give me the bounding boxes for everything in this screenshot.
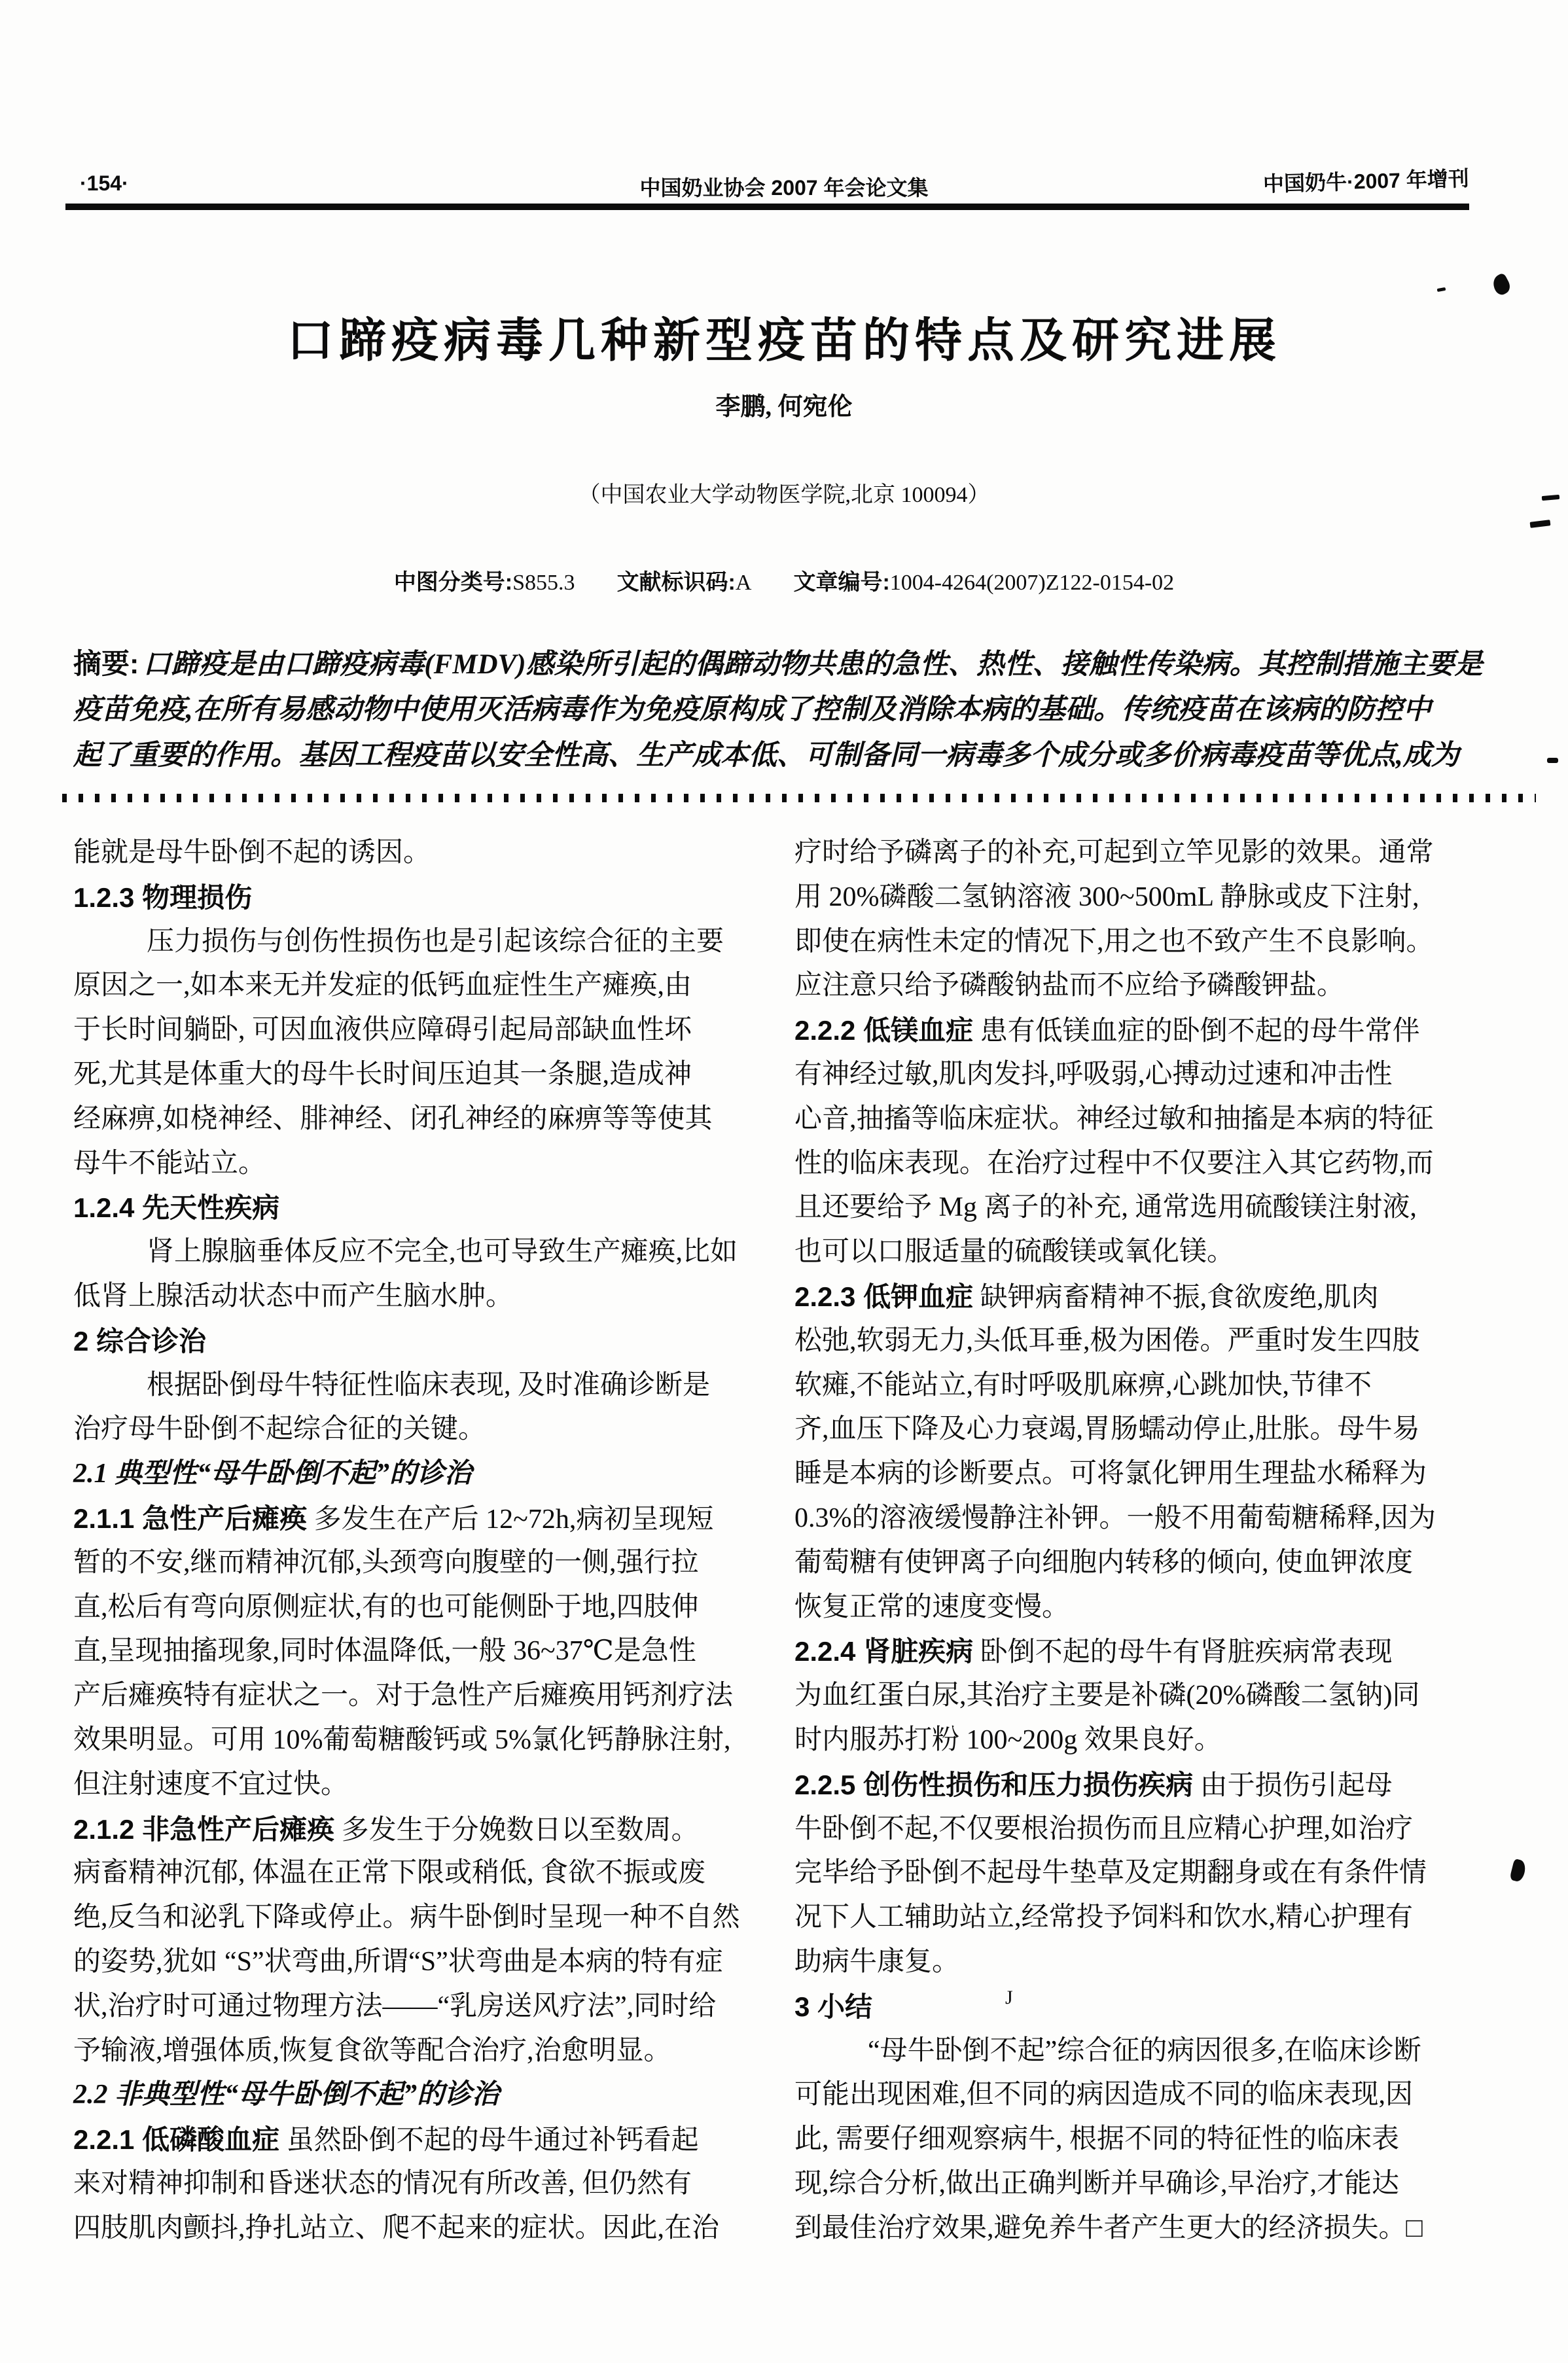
line-text: 性的临床表现。在治疗过程中不仅要注入其它药物,而 xyxy=(794,1148,1434,1179)
body-line xyxy=(794,1674,1529,1718)
line-text: 于长时间躺卧, 可因血液供应障碍引起局部缺血性坏 xyxy=(73,1015,692,1046)
body-line xyxy=(73,1408,780,1452)
line-text: 直,松后有弯向原侧症状,有的也可能侧卧于地,四肢伸 xyxy=(73,1591,699,1622)
body-line xyxy=(794,1851,1529,1896)
run-in-heading: 1.2.4 先天性疾病 xyxy=(73,1192,280,1224)
body-line xyxy=(794,831,1529,876)
article-id-value: 1004-4264(2007)Z122-0154-02 xyxy=(889,571,1175,595)
abstract-line: 疫苗免疫,在所有易感动物中使用灭活病毒作为免疫原构成了控制及消除本病的基础。传统疫苗在该病的防控中 xyxy=(73,694,1431,725)
body-line xyxy=(794,1807,1529,1852)
line-text: 四肢肌肉颤抖,挣扎站立、爬不起来的症状。因此,在治 xyxy=(73,2212,720,2243)
line-text: 能就是母牛卧倒不起的诱因。 xyxy=(73,838,431,868)
section-heading xyxy=(73,1186,780,1230)
line-text: 病畜精神沉郁, 体温在正常下限或稍低, 食欲不振或废 xyxy=(73,1858,706,1889)
body-line xyxy=(794,1408,1529,1452)
scan-artifact xyxy=(1489,272,1512,297)
authors: 李鹏, 何宛伦 xyxy=(715,393,853,421)
body-line xyxy=(794,1230,1529,1275)
line-text: 为血红蛋白尿,其治疗主要是补磷(20%磷酸二氢钠)同 xyxy=(794,1680,1420,1711)
header-rule xyxy=(65,204,1469,210)
line-text: 低肾上腺活动状态中而产生脑水肿。 xyxy=(73,1281,514,1311)
body-line xyxy=(73,1807,780,1852)
line-text: 但注射速度不宜过快。 xyxy=(73,1769,349,1800)
body-line xyxy=(73,1586,780,1630)
run-in-heading: 2.1.2 非急性产后瘫痪 xyxy=(73,1813,335,1845)
run-in-heading: 2.2.4 肾脏疾病 xyxy=(794,1636,974,1667)
body-line xyxy=(73,831,780,876)
body-line xyxy=(73,1364,780,1408)
body-line xyxy=(73,1541,780,1586)
section-heading xyxy=(794,1985,1529,2029)
body-line xyxy=(73,2207,780,2251)
run-in-heading: 2 综合诊治 xyxy=(73,1325,207,1357)
body-line xyxy=(794,1586,1529,1630)
scan-artifact xyxy=(1547,758,1558,763)
abstract-text: 口蹄疫是由口蹄疫病毒(FMDV)感染所引起的偶蹄动物共患的急性、热性、接触性传染病。其控制措施主要是 xyxy=(143,649,1483,680)
run-in-heading: 2.2.3 低钾血症 xyxy=(794,1281,974,1312)
body-line xyxy=(73,1763,780,1807)
line-text: 治疗母牛卧倒不起综合征的关键。 xyxy=(73,1414,486,1445)
line-text: 也可以口服适量的硫酸镁或氧化镁。 xyxy=(794,1237,1235,1268)
line-text: 软瘫,不能站立,有时呼吸肌麻痹,心跳加快,节律不 xyxy=(794,1370,1372,1400)
body-line xyxy=(794,1629,1529,1674)
abstract-label: 摘要: xyxy=(73,648,139,680)
line-text: 虽然卧倒不起的母牛通过补钙看起 xyxy=(279,2125,699,2156)
body-line xyxy=(794,1364,1529,1408)
line-text: 应注意只给予磷酸钠盐而不应给予磷酸钾盐。 xyxy=(794,970,1345,1001)
line-text: 产后瘫痪特有症状之一。对于急性产后瘫痪用钙剂疗法 xyxy=(73,1680,734,1711)
line-text: 时内服苏打粉 100~200g 效果良好。 xyxy=(794,1724,1222,1755)
line-text: 压力损伤与创伤性损伤也是引起该综合征的主要 xyxy=(147,926,724,957)
doc-code-label: 文献标识码: xyxy=(616,570,736,595)
line-text: 完毕给予卧倒不起母牛垫草及定期翻身或在有条件情 xyxy=(794,1858,1427,1889)
line-text: 疗时给予磷离子的补充,可起到立竿见影的效果。通常 xyxy=(794,838,1434,868)
article-title: 口蹄疫病毒几种新型疫苗的特点及研究进展 xyxy=(286,315,1281,368)
article-id-label: 文章编号: xyxy=(793,570,890,595)
section-heading xyxy=(73,2073,780,2118)
line-text: 死,尤其是体重大的母牛长时间压迫其一条腿,造成神 xyxy=(73,1059,692,1090)
body-line xyxy=(73,1718,780,1763)
section-heading xyxy=(73,1319,780,1364)
body-line xyxy=(794,1763,1529,1807)
line-text: 可能出现困难,但不同的病因造成不同的临床表现,因 xyxy=(794,2080,1414,2110)
line-text: 直,呈现抽搐现象,同时体温降低,一般 36~37℃是急性 xyxy=(73,1636,696,1667)
body-line xyxy=(73,1940,780,1985)
line-text: 来对精神抑制和昏迷状态的情况有所改善, 但仍然有 xyxy=(73,2168,692,2199)
body-line xyxy=(73,1985,780,2029)
scan-artifact xyxy=(1437,287,1446,292)
line-text: 此, 需要仔细观察病牛, 根据不同的特征性的临床表 xyxy=(794,2124,1400,2155)
line-text: 根据卧倒母牛特征性临床表现, 及时准确诊断是 xyxy=(147,1370,711,1400)
line-text: 牛卧倒不起,不仅要根治损伤而且应精心护理,如治疗 xyxy=(794,1813,1414,1844)
line-text: 绝,反刍和泌乳下降或停止。病牛卧倒时呈现一种不自然 xyxy=(73,1902,740,1933)
body-line xyxy=(73,1053,780,1097)
body-line xyxy=(794,2118,1529,2162)
line-text: 患有低镁血症的卧倒不起的母牛常伴 xyxy=(973,1016,1420,1047)
run-in-heading: 2.1.1 急性产后瘫痪 xyxy=(73,1502,308,1534)
body-line xyxy=(73,1008,780,1053)
line-text: 心音,抽搐等临床症状。神经过敏和抽搐是本病的特征 xyxy=(794,1103,1434,1134)
header-right: 中国奶牛·2007 年增刊 xyxy=(1262,166,1470,196)
line-text: 肾上腺脑垂体反应不完全,也可导致生产瘫痪,比如 xyxy=(147,1237,738,1268)
line-text: 恢复正常的速度变慢。 xyxy=(794,1591,1070,1622)
body-line xyxy=(794,1275,1529,1319)
body-line xyxy=(73,1497,780,1541)
run-in-heading: 2.2.5 创伤性损伤和压力损伤疾病 xyxy=(794,1769,1194,1800)
body-line xyxy=(73,1629,780,1674)
body-line xyxy=(73,1851,780,1896)
scan-artifact xyxy=(1530,520,1551,528)
body-line xyxy=(73,964,780,1008)
body-line xyxy=(794,1452,1529,1497)
body-line xyxy=(794,1186,1529,1230)
line-text: 用 20%磷酸二氢钠溶液 300~500mL 静脉或皮下注射, xyxy=(794,881,1419,912)
meta-line xyxy=(0,564,1568,596)
line-text: 经麻痹,如桡神经、腓神经、闭孔神经的麻痹等等使其 xyxy=(73,1103,713,1134)
line-text: 状,治疗时可通过物理方法——“乳房送风疗法”,同时给 xyxy=(73,1991,717,2021)
section-heading xyxy=(73,876,780,920)
body-line xyxy=(794,1940,1529,1985)
body-line xyxy=(794,876,1529,920)
line-text: 且还要给予 Mg 离子的补充, 通常选用硫酸镁注射液, xyxy=(794,1192,1417,1223)
line-text: 母牛不能站立。 xyxy=(73,1148,266,1179)
line-text: 暂的不安,继而精神沉郁,头颈弯向腹壁的一侧,强行拉 xyxy=(73,1547,699,1578)
line-text: 予输液,增强体质,恢复食欲等配合治疗,治愈明显。 xyxy=(73,2035,671,2066)
line-text: 效果明显。可用 10%葡萄糖酸钙或 5%氯化钙静脉注射, xyxy=(73,1724,731,1755)
line-text: 多发生于分娩数日以至数周。 xyxy=(334,1815,699,1845)
body-line xyxy=(73,1275,780,1319)
run-in-heading: 2.2 非典型性“母牛卧倒不起”的诊治 xyxy=(73,2080,500,2110)
left-column xyxy=(73,831,780,2251)
body-line xyxy=(73,1230,780,1275)
body-line xyxy=(73,920,780,965)
abstract-line xyxy=(73,641,1539,687)
line-text: 况下人工辅助站立,经常投予饲料和饮水,精心护理有 xyxy=(794,1902,1414,1933)
line-text: 睡是本病的诊断要点。可将氯化钾用生理盐水稀释为 xyxy=(794,1459,1427,1489)
line-text: 0.3%的溶液缓慢静注补钾。一般不用葡萄糖稀释,因为 xyxy=(794,1502,1436,1533)
line-text: 多发生在产后 12~72h,病初呈现短 xyxy=(307,1504,714,1535)
line-text: 有神经过敏,肌肉发抖,呼吸弱,心搏动过速和冲击性 xyxy=(794,1059,1393,1090)
body-line xyxy=(794,1718,1529,1763)
body-line xyxy=(794,2162,1529,2207)
body-line xyxy=(73,1674,780,1718)
body-line xyxy=(73,2029,780,2074)
body-line xyxy=(73,2162,780,2207)
body-line xyxy=(73,1896,780,1940)
header-center: 中国奶业协会 2007 年会论文集 xyxy=(639,176,929,200)
page-number: ·154· xyxy=(80,171,129,195)
section-heading xyxy=(73,1452,780,1497)
body-line xyxy=(794,2073,1529,2118)
line-text: 松弛,软弱无力,头低耳垂,极为困倦。严重时发生四肢 xyxy=(794,1325,1420,1356)
line-text: 葡萄糖有使钾离子向细胞内转移的倾向, 使血钾浓度 xyxy=(794,1547,1414,1578)
body-line xyxy=(794,964,1529,1008)
run-in-heading: 2.1 典型性“母牛卧倒不起”的诊治 xyxy=(73,1459,472,1489)
run-in-heading: 2.2.1 低磷酸血症 xyxy=(73,2124,280,2156)
body-line xyxy=(794,1142,1529,1186)
body-line xyxy=(794,1053,1529,1097)
scan-artifact: J xyxy=(1005,1987,1013,2008)
line-text: 原因之一,如本来无并发症的低钙血症性生产瘫痪,由 xyxy=(73,970,692,1001)
body-line xyxy=(794,1097,1529,1142)
body-line xyxy=(794,920,1529,965)
line-text: 的姿势,犹如 “S”状弯曲,所谓“S”状弯曲是本病的特有症 xyxy=(73,1946,723,1977)
run-in-heading: 1.2.3 物理损伤 xyxy=(73,881,253,913)
right-column xyxy=(794,831,1529,2251)
affiliation: （中国农业大学动物医学院,北京 100094） xyxy=(578,483,990,507)
line-text: 助病牛康复。 xyxy=(794,1946,960,1977)
abstract-line: 起了重要的作用。基因工程疫苗以安全性高、生产成本低、可制备同一病毒多个成分或多价病毒疫苗等优点,成为 xyxy=(73,740,1459,771)
body-line xyxy=(794,1008,1529,1053)
body-line xyxy=(794,1541,1529,1586)
line-text: 到最佳治疗效果,避免养牛者产生更大的经济损失。□ xyxy=(794,2212,1423,2243)
line-text: 缺钾病畜精神不振,食欲废绝,肌肉 xyxy=(973,1282,1379,1313)
doc-code-value: A xyxy=(735,571,752,595)
run-in-heading: 2.2.2 低镁血症 xyxy=(794,1015,974,1046)
line-text: 卧倒不起的母牛有肾脏疾病常表现 xyxy=(973,1637,1393,1668)
line-text: 现,综合分析,做出正确判断并早确诊,早治疗,才能达 xyxy=(794,2168,1400,2199)
body-line xyxy=(794,2029,1529,2074)
clc-value: S855.3 xyxy=(512,571,575,595)
body-line xyxy=(794,1896,1529,1940)
body-line xyxy=(73,1142,780,1186)
run-in-heading: 3 小结 xyxy=(794,1991,873,2022)
line-text: 即使在病性未定的情况下,用之也不致产生不良影响。 xyxy=(794,926,1434,957)
body-line xyxy=(794,2207,1529,2251)
body-line xyxy=(73,1097,780,1142)
clc-label: 中图分类号: xyxy=(393,570,513,595)
line-text: 齐,血压下降及心力衰竭,胃肠蠕动停止,肚胀。母牛易 xyxy=(794,1414,1420,1445)
dotted-separator xyxy=(62,794,1536,802)
body-line xyxy=(794,1497,1529,1541)
line-text: “母牛卧倒不起”综合征的病因很多,在临床诊断 xyxy=(868,2035,1421,2066)
body-line xyxy=(794,1319,1529,1364)
body-line xyxy=(73,2118,780,2162)
line-text: 由于损伤引起母 xyxy=(1193,1770,1393,1801)
